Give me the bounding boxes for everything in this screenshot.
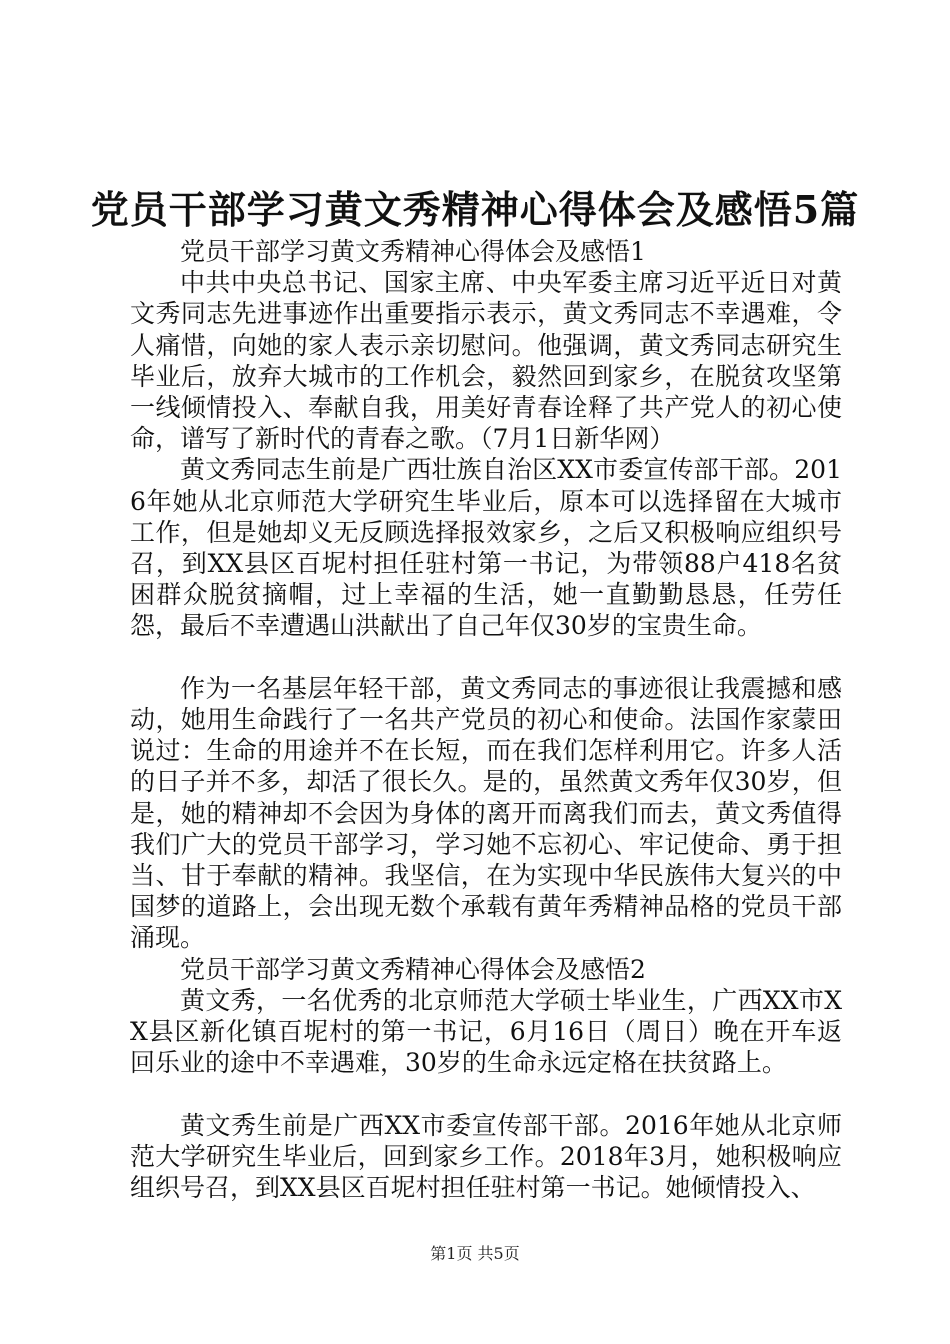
document-title: 党员干部学习黄文秀精神心得体会及感悟5篇 [90,187,860,232]
page-number: 第1页 共5页 [430,1244,520,1263]
document-body [130,236,842,1203]
paragraph: 黄文秀，一名优秀的北京师范大学硕士毕业生，广西XX市XX县区新化镇百坭村的第一书记，6月16日（周日）晚在开车返回乐业的途中不幸遇难，30岁的生命永远定格在扶贫路上。 [130,985,842,1078]
blank-line [130,642,842,673]
section-heading-2: 党员干部学习黄文秀精神心得体会及感悟2 [180,954,646,984]
paragraph: 中共中央总书记、国家主席、中央军委主席习近平近日对黄文秀同志先进事迹作出重要指示表示，黄文秀同志不幸遇难，令人痛惜，向她的家人表示亲切慰问。他强调，黄文秀同志研究生毕业后，放弃大城市的工作机会，毅然回到家乡，在脱贫攻坚第一线倾情投入、奉献自我，用美好青春诠释了共产党人的初心使命，谱写了新时代的青春之歌。（7月1日新华网） [130,268,842,454]
paragraph: 黄文秀生前是广西XX市委宣传部干部。2016年她从北京师范大学研究生毕业后，回到家乡工作。2018年3月，她积极响应组织号召，到XX县区百坭村担任驻村第一书记。她倾情投入、 [130,1110,842,1203]
paragraph: 黄文秀同志生前是广西壮族自治区XX市委宣传部干部。2016年她从北京师范大学研究生毕业后，原本可以选择留在大城市工作，但是她却义无反顾选择报效家乡，之后又积极响应组织号召，到XX县区百坭村担任驻村第一书记，为带领88户418名贫困群众脱贫摘帽，过上幸福的生活，她一直勤勤恳恳，任劳任怨，最后不幸遭遇山洪献出了自己年仅30岁的宝贵生命。 [130,455,842,641]
section-heading-1: 党员干部学习黄文秀精神心得体会及感悟1 [180,237,646,266]
paragraph: 作为一名基层年轻干部，黄文秀同志的事迹很让我震撼和感动，她用生命践行了一名共产党员的初心和使命。法国作家蒙田说过：生命的用途并不在长短，而在我们怎样利用它。许多人活的日子并不多，却活了很长久。是的，虽然黄文秀年仅30岁，但是，她的精神却不会因为身体的离开而离我们而去，黄文秀值得我们广大的党员干部学习，学习她不忘初心、牢记使命、勇于担当、甘于奉献的精神。我坚信，在为实现中华民族伟大复兴的中国梦的道路上，会出现无数个承载有黄年秀精神品格的党员干部涌现。 [130,673,842,953]
blank-line [130,1078,842,1109]
